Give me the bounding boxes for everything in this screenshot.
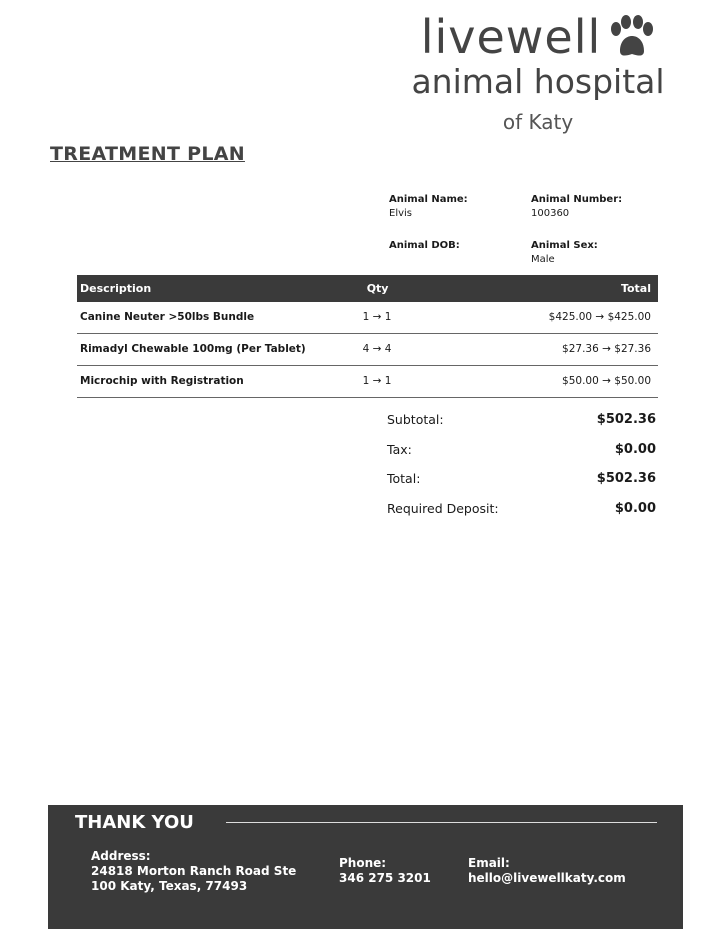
row-description: Microchip with Registration (77, 366, 339, 398)
clinic-logo (388, 12, 688, 134)
treatment-items-table (77, 275, 658, 398)
table-header-row (77, 275, 658, 302)
animal-sex-value: Male (531, 254, 555, 265)
footer-address (91, 849, 296, 894)
header-total: Total (416, 275, 658, 302)
animal-sex-field (531, 240, 598, 265)
footer-email (468, 856, 626, 886)
footer-banner (48, 805, 683, 929)
totals-summary (387, 405, 656, 523)
deposit-value: $0.00 (614, 500, 656, 516)
subtotal-value: $502.36 (596, 412, 656, 428)
document-title: TREATMENT PLAN (50, 143, 245, 165)
email-label: Email: (468, 856, 510, 870)
row-total: $27.36 → $27.36 (416, 334, 658, 366)
logo-location: of Katy (502, 110, 574, 134)
tax-row (387, 435, 656, 465)
animal-name-field (389, 194, 468, 219)
row-total: $50.00 → $50.00 (416, 366, 658, 398)
row-qty: 1 → 1 (339, 366, 416, 398)
animal-dob-label: Animal DOB: (389, 240, 460, 251)
footer-divider (226, 822, 657, 823)
total-row (387, 464, 656, 494)
animal-sex-label: Animal Sex: (531, 240, 598, 251)
animal-number-value: 100360 (531, 208, 570, 219)
logo-subtitle: animal hospital (411, 62, 665, 101)
phone-value: 346 275 3201 (339, 871, 431, 885)
tax-label: Tax: (387, 441, 412, 457)
row-description: Canine Neuter >50lbs Bundle (77, 302, 339, 334)
animal-number-label: Animal Number: (531, 194, 623, 205)
row-total: $425.00 → $425.00 (416, 302, 658, 334)
deposit-row (387, 494, 656, 524)
table-row (77, 302, 658, 334)
animal-number-field (531, 194, 622, 219)
row-description: Rimadyl Chewable 100mg (Per Tablet) (77, 334, 339, 366)
header-description: Description (77, 275, 339, 302)
footer-phone (339, 856, 431, 886)
row-qty: 4 → 4 (339, 334, 416, 366)
header-qty: Qty (339, 275, 416, 302)
address-line2: 100 Katy, Texas, 77493 (91, 879, 248, 893)
address-line1: 24818 Morton Ranch Road Ste (91, 864, 297, 878)
animal-name-label: Animal Name: (389, 194, 468, 205)
animal-dob-field (389, 240, 460, 254)
thank-you-heading: THANK YOU (75, 812, 194, 833)
logo-wordmark: livewell (420, 10, 602, 64)
total-label: Total: (387, 471, 421, 487)
tax-value: $0.00 (614, 441, 656, 457)
address-label: Address: (91, 849, 151, 863)
row-qty: 1 → 1 (339, 302, 416, 334)
paw-icon (607, 15, 655, 59)
phone-label: Phone: (339, 856, 387, 870)
table-row (77, 334, 658, 366)
table-row (77, 366, 658, 398)
total-value: $502.36 (596, 471, 656, 487)
subtotal-row (387, 405, 656, 435)
email-value: hello@livewellkaty.com (468, 871, 626, 885)
subtotal-label: Subtotal: (387, 412, 444, 428)
animal-name-value: Elvis (389, 208, 413, 219)
deposit-label: Required Deposit: (387, 500, 499, 516)
